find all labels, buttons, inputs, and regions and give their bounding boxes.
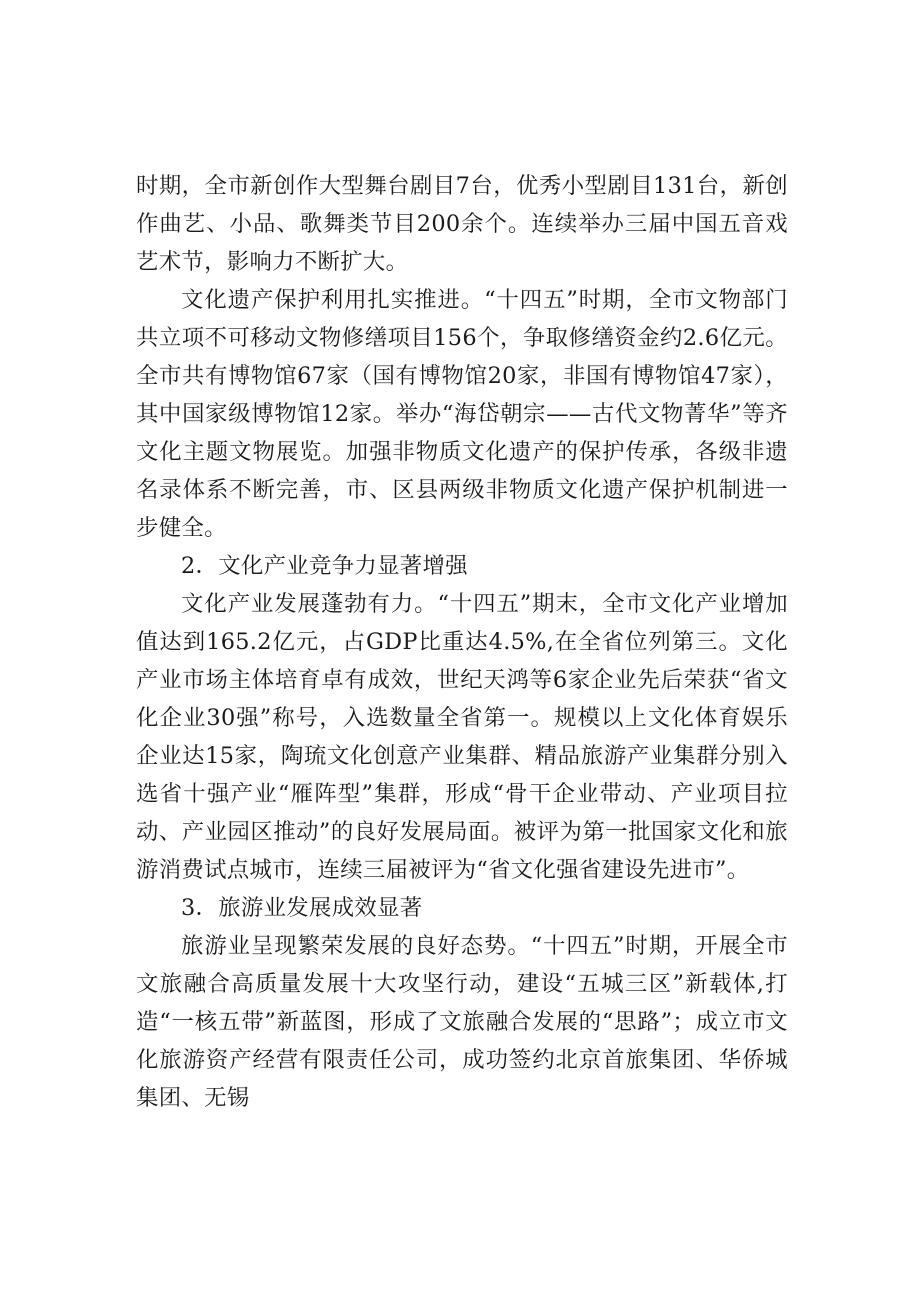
paragraph-cultural-heritage: 文化遗产保护利用扎实推进。“十四五”时期，全市文物部门共立项不可移动文物修缮项目156个，争取修缮资金约2.6亿元。全市共有博物馆67家（国有博物馆20家，非国有博物馆47家），其中国家级博物馆12家。举办“海岱朝宗——古代文物菁华”等齐文化主题文物展览。加强非物质文化遗产的保护传承，各级非遗名录体系不断完善，市、区县两级非物质文化遗产保护机制进一步健全。 [136,287,788,541]
paragraph-cultural-industry: 文化产业发展蓬勃有力。“十四五”期末，全市文化产业增加值达到165.2亿元，占GDP比重达4.5%,在全省位列第三。文化产业市场主体培育卓有成效，世纪天鸿等6家企业先后荣获“省文化企业30强”称号，入选数量全省第一。规模以上文化体育娱乐企业达15家，陶琉文化创意产业集群、精品旅游产业集群分别入选省十强产业“雁阵型”集群，形成“骨干企业带动、产业项目拉动、产业园区推动”的良好发展局面。被评为第一批国家文化和旅游消费试点城市，连续三届被评为“省文化强省建设先进市”。 [136,591,788,883]
section-heading-tourism: 3．旅游业发展成效显著 [181,895,423,921]
paragraph-theatre-works: 时期，全市新创作大型舞台剧目7台，优秀小型剧目131台，新创作曲艺、小品、歌舞类节目200余个。连续举办三届中国五音戏艺术节，影响力不断扩大。 [136,173,788,275]
paragraph-tourism: 旅游业呈现繁荣发展的良好态势。“十四五”时期，开展全市文旅融合高质量发展十大攻坚行动，建设“五城三区”新载体,打造“一核五带”新蓝图，形成了文旅融合发展的“思路”；成立市文化旅游资产经营有限责任公司，成功签约北京首旅集团、华侨城集团、无锡 [136,933,788,1111]
document-body [136,167,788,1117]
section-heading-cultural-industry: 2．文化产业竞争力显著增强 [181,553,468,579]
